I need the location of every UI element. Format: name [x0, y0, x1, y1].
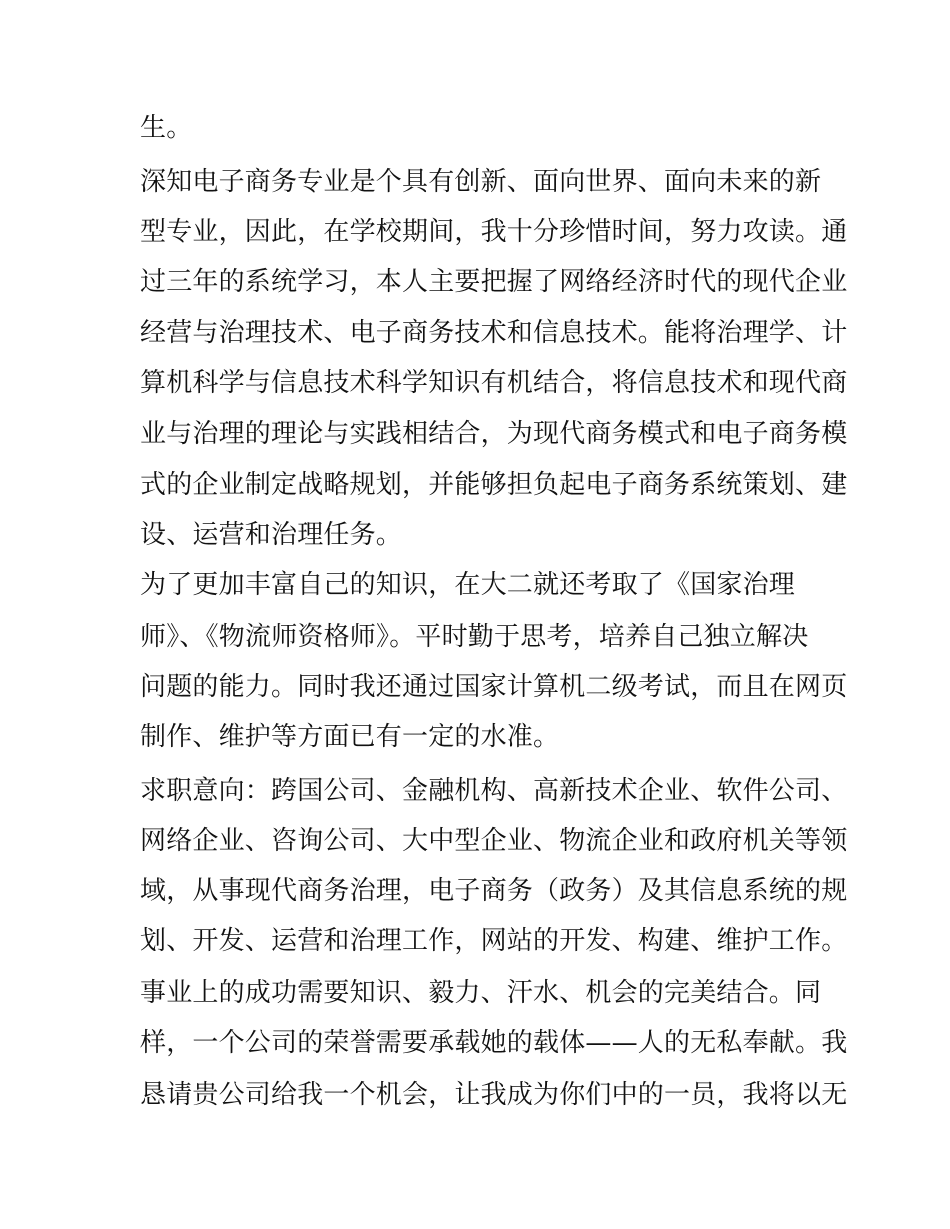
text-line: 划、开发、运营和治理工作，网站的开发、构建、维护工作。 [140, 926, 848, 956]
text-line: 深知电子商务专业是个具有创新、面向世界、面向未来的新 [140, 167, 822, 197]
text-line: 经营与治理技术、电子商务技术和信息技术。能将治理学、计 [140, 318, 848, 348]
text-line: 师》、《物流师资格师》。平时勤于思考，培养自己独立解决 [140, 622, 809, 652]
text-line: 问题的能力。同时我还通过国家计算机二级考试，而且在网页 [140, 672, 848, 702]
text-line: 过三年的系统学习，本人主要把握了网络经济时代的现代企业 [140, 267, 848, 297]
text-line: 样，一个公司的荣誉需要承载她的载体——人的无私奉献。我 [140, 1028, 848, 1058]
text-line: 恳请贵公司给我一个机会，让我成为你们中的一员，我将以无 [140, 1080, 848, 1110]
text-line: 式的企业制定战略规划，并能够担负起电子商务系统策划、建 [140, 470, 848, 500]
text-line: 网络企业、咨询公司、大中型企业、物流企业和政府机关等领 [140, 826, 848, 856]
text-line: 生。 [140, 113, 193, 143]
text-line: 型专业，因此，在学校期间，我十分珍惜时间，努力攻读。通 [140, 217, 848, 247]
text-line: 业与治理的理论与实践相结合，为现代商务模式和电子商务模 [140, 419, 848, 449]
text-line: 事业上的成功需要知识、毅力、汗水、机会的完美结合。同 [140, 978, 822, 1008]
text-line: 设、运营和治理任务。 [140, 520, 403, 550]
text-line: 域，从事现代商务治理，电子商务（政务）及其信息系统的规 [140, 876, 848, 906]
text-line: 制作、维护等方面已有一定的水准。 [140, 722, 560, 752]
text-line: 求职意向：跨国公司、金融机构、高新技术企业、软件公司、 [140, 776, 848, 806]
text-line: 算机科学与信息技术科学知识有机结合，将信息技术和现代商 [140, 368, 848, 398]
text-line: 为了更加丰富自己的知识，在大二就还考取了《国家治理 [140, 570, 796, 600]
